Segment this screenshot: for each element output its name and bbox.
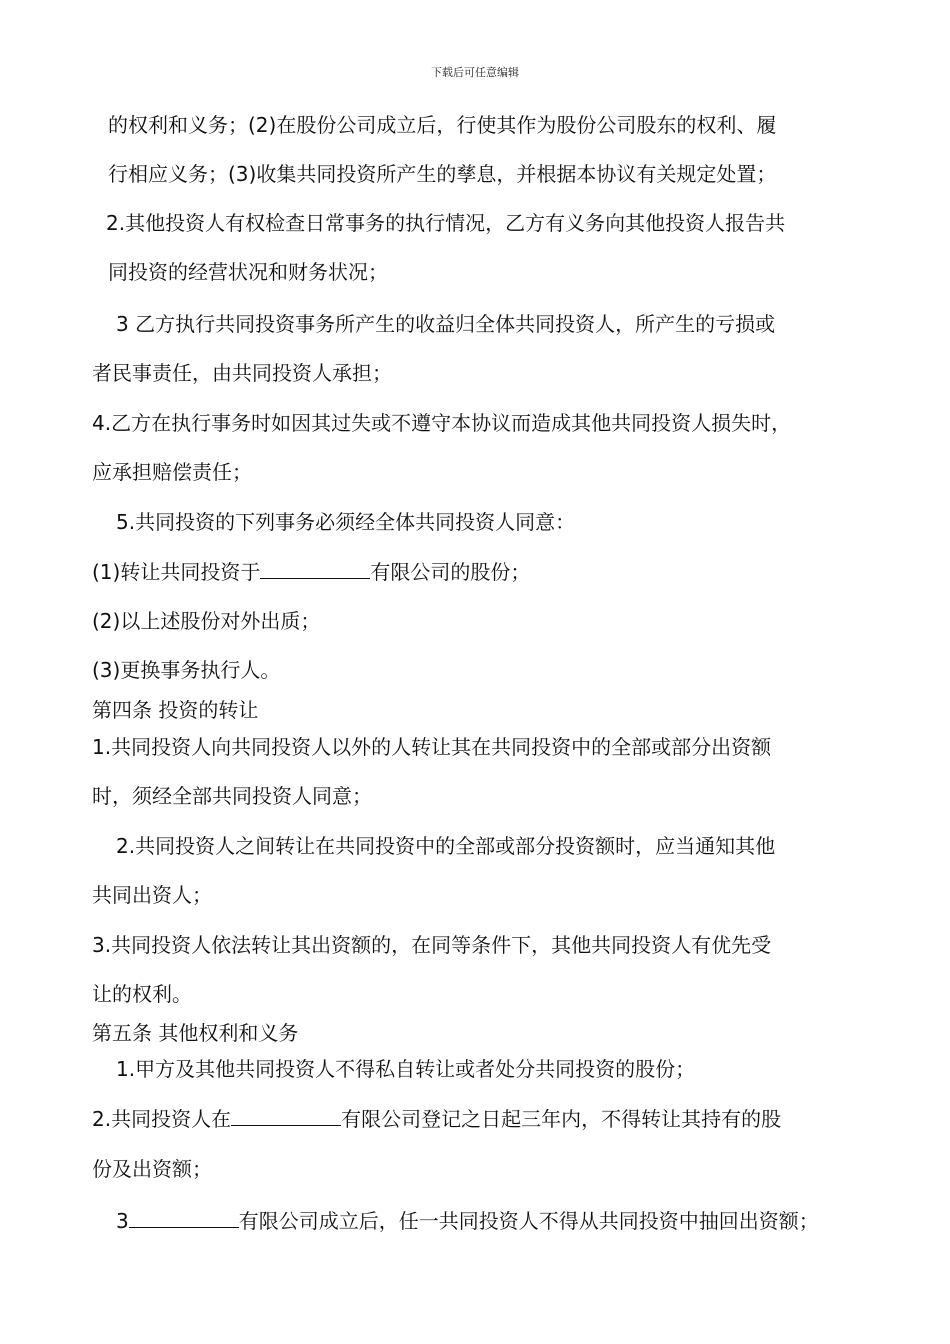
paragraph-line: 让的权利。 (92, 982, 192, 1006)
line-text-after-blank: 有限公司成立后，任一共同投资人不得从共同投资中抽回出资额； (238, 1209, 819, 1233)
line-text-before-blank: 2.共同投资人在 (92, 1107, 232, 1131)
paragraph-line: 份及出资额； (92, 1157, 212, 1181)
fill-in-blank (129, 1209, 239, 1228)
paragraph-line: 行相应义务；(3)收集共同投资所产生的孳息，并根据本协议有关规定处置； (108, 162, 777, 186)
paragraph-line: 4.乙方在执行事务时如因其过失或不遵守本协议而造成其他共同投资人损失时， (92, 411, 792, 435)
paragraph-line: 1.共同投资人向共同投资人以外的人转让其在共同投资中的全部或部分出资额 (92, 735, 772, 759)
paragraph-line: 共同出资人； (92, 883, 212, 907)
paragraph-line: 应承担赔偿责任； (92, 460, 252, 484)
paragraph-line (116, 1209, 819, 1233)
fill-in-blank (231, 1107, 341, 1126)
section-heading: 第四条 投资的转让 (92, 698, 259, 722)
page-header: 下载后可任意编辑 (431, 66, 519, 79)
paragraph-line: 者民事责任，由共同投资人承担； (92, 361, 392, 385)
line-text-before-blank: (1)转让共同投资于 (92, 560, 261, 584)
paragraph-line: 1.甲方及其他共同投资人不得私自转让或者处分共同投资的股份； (116, 1057, 696, 1081)
section-heading: 第五条 其他权利和义务 (92, 1021, 299, 1045)
paragraph-line: 2.其他投资人有权检查日常事务的执行情况，乙方有义务向其他投资人报告共 (106, 211, 786, 235)
paragraph-line (92, 560, 530, 584)
paragraph-line (92, 1107, 781, 1131)
paragraph-line: 2.共同投资人之间转让在共同投资中的全部或部分投资额时，应当通知其他 (116, 834, 776, 858)
paragraph-line: 的权利和义务；(2)在股份公司成立后，行使其作为股份公司股东的权利、履 (108, 113, 777, 137)
paragraph-line: (2)以上述股份对外出质； (92, 609, 321, 633)
fill-in-blank (260, 560, 370, 579)
paragraph-line: 3.共同投资人依法转让其出资额的，在同等条件下，其他共同投资人有优先受 (92, 933, 772, 957)
paragraph-line: (3)更换事务执行人。 (92, 658, 281, 682)
paragraph-line: 时，须经全部共同投资人同意； (92, 784, 372, 808)
paragraph-line: 3 乙方执行共同投资事务所产生的收益归全体共同投资人，所产生的亏损或 (116, 312, 776, 336)
line-text-before-blank: 3 (116, 1209, 129, 1233)
paragraph-line: 同投资的经营状况和财务状况； (108, 260, 388, 284)
line-text-after-blank: 有限公司的股份； (370, 560, 531, 584)
paragraph-line: 5.共同投资的下列事务必须经全体共同投资人同意： (116, 510, 576, 534)
line-text-after-blank: 有限公司登记之日起三年内，不得转让其持有的股 (341, 1107, 782, 1131)
